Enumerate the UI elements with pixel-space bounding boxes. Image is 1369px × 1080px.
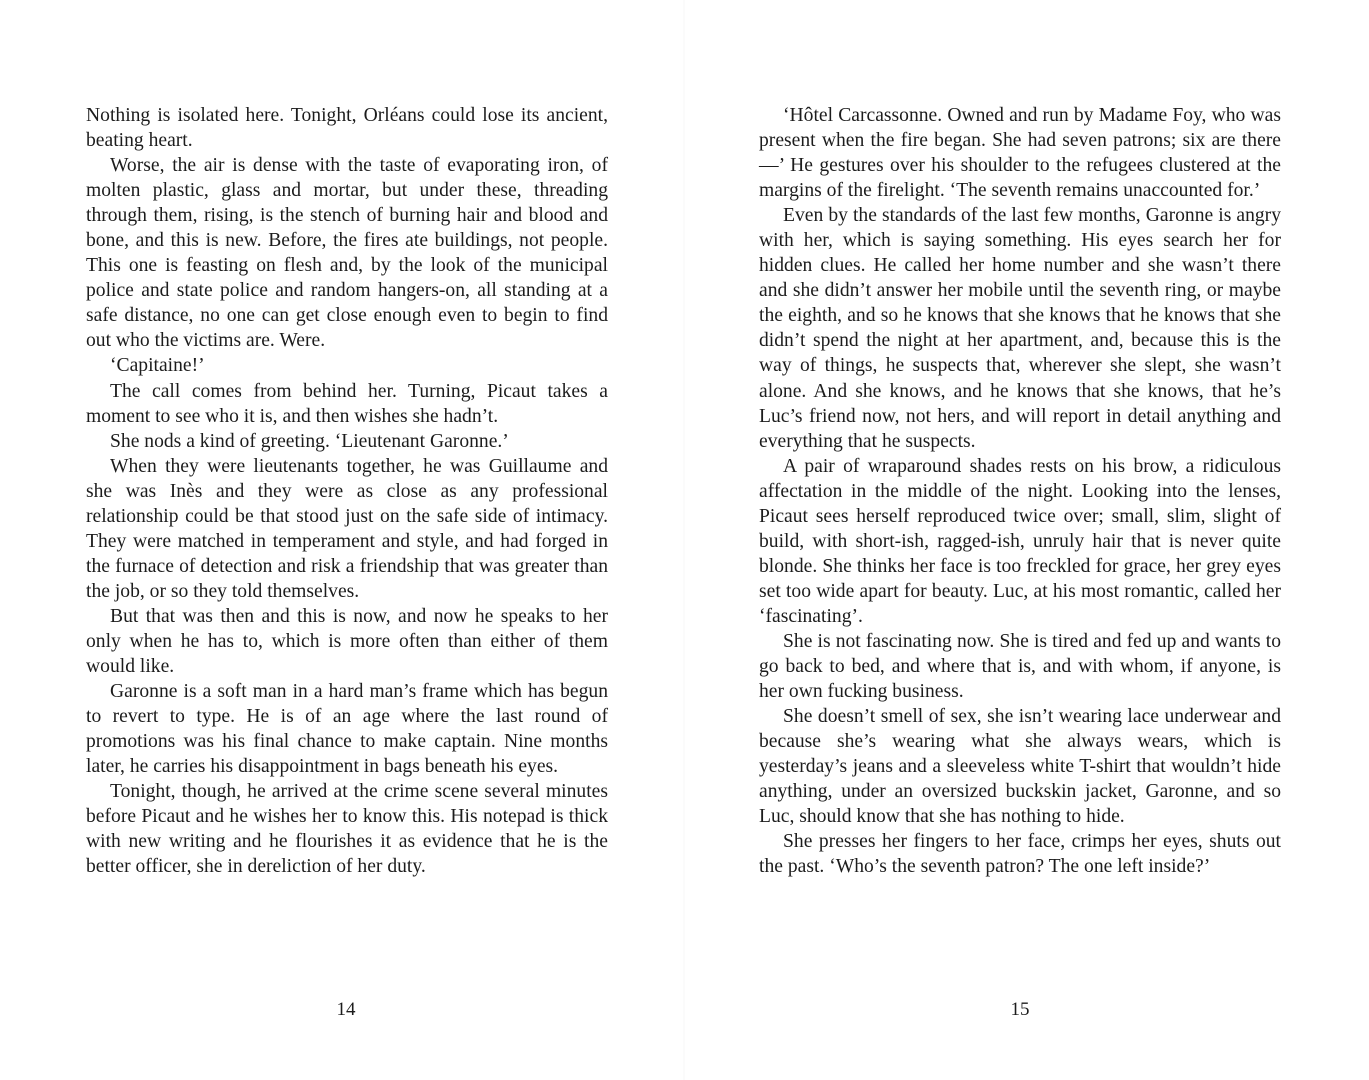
paragraph: ‘Capitaine!’ <box>110 355 205 377</box>
gutter-divider <box>683 0 685 1080</box>
paragraph: Nothing is isolated here. Tonight, Orléans could lose its ancient, beating heart. <box>86 105 608 152</box>
paragraph: When they were lieutenants together, he was Guillaume and she was Inès and they were as close as any professional relationship could be that stood just on the safe side of intimacy. They were matched in temperament and style, and had forged in the furnace of detection and risk a friendship that was greater than the job, or so they told themselves. <box>86 455 608 602</box>
paragraph: She presses her fingers to her face, crimps her eyes, shuts out the past. ‘Who’s the seventh patron? The one left inside?’ <box>759 831 1281 878</box>
paragraph: She is not fascinating now. She is tired and fed up and wants to go back to bed, and where that is, and with whom, if anyone, is her own fucking business. <box>759 630 1281 703</box>
page-number-left: 14 <box>336 999 356 1020</box>
paragraph: A pair of wraparound shades rests on his brow, a ridiculous affectation in the middle of the night. Looking into the lenses, Picaut sees herself reproduced twice over; small, slim, slight of build, with short-ish, ragged-ish, unruly hair that is never quite blonde. She thinks her face is too freckled for grace, her grey eyes set too wide apart for beauty. Luc, at his most romantic, called her ‘fascinating’. <box>759 455 1281 627</box>
paragraph: Worse, the air is dense with the taste of evaporating iron, of molten plastic, glass and mortar, but under these, threading through them, rising, is the stench of burning hair and blood and bone, and this is new. Before, the fires ate buildings, not people. This one is feasting on flesh and, by the look of the municipal police and state police and random hangers-on, all standing at a safe distance, no one can get close enough even to begin to find out who the victims are. Were. <box>86 155 608 352</box>
paragraph: The call comes from behind her. Turning, Picaut takes a moment to see who it is, and then wishes she hadn’t. <box>86 380 608 427</box>
paragraph: Even by the standards of the last few months, Garonne is angry with her, which is saying something. His eyes search her for hidden clues. He called her home number and she wasn’t there and she didn’t answer her mobile until the seventh ring, or maybe the eighth, and so he knows that she knows that he knows that she didn’t spend the night at her apartment, and, because this is the way of things, he suspects that, wherever she slept, she wasn’t alone. And she knows, and he knows that she knows, that he’s Luc’s friend now, not hers, and will report in detail anything and everything that he suspects. <box>759 205 1281 452</box>
paragraph: But that was then and this is now, and now he speaks to her only when he has to, which is more often than either of them would like. <box>86 605 608 678</box>
paragraph: Tonight, though, he arrived at the crime scene several minutes before Picaut and he wishes her to know this. His notepad is thick with new writing and he flourishes it as evidence that he is the better officer, she in dereliction of her duty. <box>86 781 608 878</box>
paragraph: She nods a kind of greeting. ‘Lieutenant Garonne.’ <box>110 430 509 452</box>
left-page-text <box>86 103 608 879</box>
right-page-text <box>759 103 1281 879</box>
paragraph: Garonne is a soft man in a hard man’s frame which has begun to revert to type. He is of an age where the last round of promotions was his final chance to make captain. Nine months later, he carries his disappointment in bags beneath his eyes. <box>86 681 608 778</box>
paragraph: She doesn’t smell of sex, she isn’t wearing lace underwear and because she’s wearing what she always wears, which is yesterday’s jeans and a sleeveless white T-shirt that wouldn’t hide anything, under an oversized buckskin jacket, Garonne, and so Luc, should know that she has nothing to hide. <box>759 706 1281 828</box>
page-number-right: 15 <box>1010 999 1030 1020</box>
paragraph: ‘Hôtel Carcassonne. Owned and run by Madame Foy, who was present when the fire began. She had seven patrons; six are there—’ He gestures over his shoulder to the refugees clustered at the margins of the firelight. ‘The seventh remains unaccounted for.’ <box>759 105 1281 202</box>
